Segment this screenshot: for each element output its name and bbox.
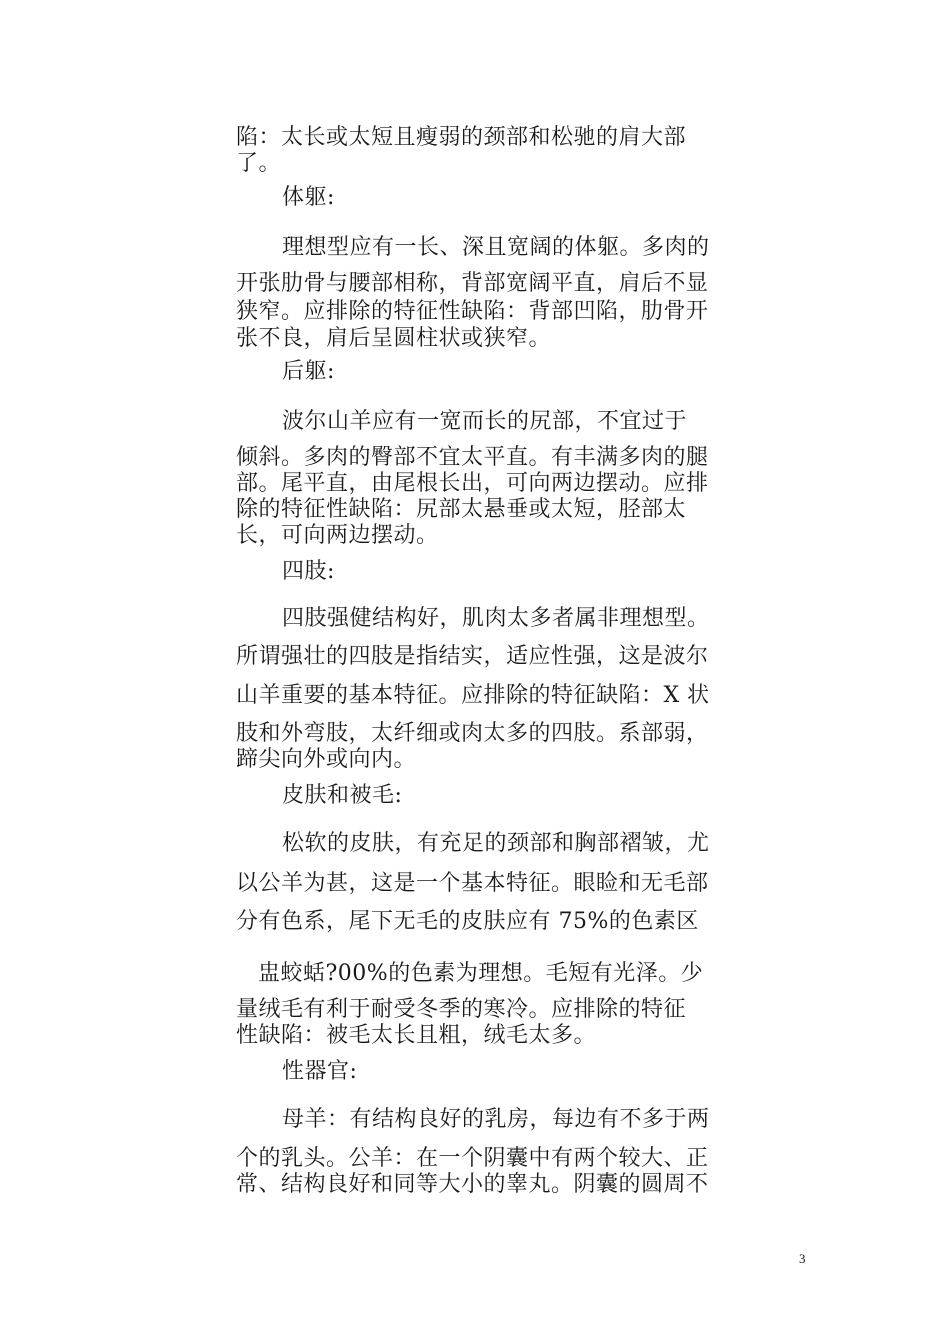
body-text-line: 倾斜。多肉的臀部不宜太平直。有丰满多肉的腿 xyxy=(236,445,709,470)
body-text-line: 开张肋骨与腰部相称，背部宽阔平直，肩后不显 xyxy=(236,271,709,296)
body-text-line: 以公羊为甚，这是一个基本特征。眼睑和无毛部 xyxy=(236,871,709,896)
body-text-line: 性缺陷：被毛太长且粗，绒毛太多。 xyxy=(236,1023,597,1048)
body-text-line: 波尔山羊应有一宽而长的尻部，不宜过于 xyxy=(282,409,688,434)
body-text-line: 了。 xyxy=(236,151,282,176)
section-heading-hindquarters: 后躯: xyxy=(282,359,335,384)
body-text-line: 狭窄。应排除的特征性缺陷：背部凹陷，肋骨开 xyxy=(236,299,709,324)
body-text-line: 个的乳头。公羊：在一个阴囊中有两个较大、正 xyxy=(236,1146,709,1171)
section-heading-reproductive: 性器官: xyxy=(282,1059,358,1084)
body-text-line: 除的特征性缺陷：尻部太悬垂或太短，胫部太 xyxy=(236,497,687,522)
body-text-line: 陷：太长或太短且瘦弱的颈部和松驰的肩大部 xyxy=(236,125,687,150)
body-text-line: 松软的皮肤，有充足的颈部和胸部褶皱，尤 xyxy=(282,831,710,856)
body-text-line: 常、结构良好和同等大小的睾丸。阴囊的圆周不 xyxy=(236,1172,709,1197)
section-heading-body: 体躯: xyxy=(282,185,335,210)
body-text-line: 理想型应有一长、深且宽阔的体躯。多肉的 xyxy=(282,235,710,260)
body-text-line: 长，可向两边摆动。 xyxy=(236,523,439,548)
body-text-line: 所谓强壮的四肢是指结实，适应性强，这是波尔 xyxy=(236,644,709,669)
body-text-line: 肢和外弯肢，太纤细或肉太多的四肢。系部弱， xyxy=(236,721,709,746)
section-heading-limbs: 四肢: xyxy=(282,559,335,584)
page-number: 3 xyxy=(799,1251,806,1266)
section-heading-skin-coat: 皮肤和被毛: xyxy=(282,783,403,808)
body-text-line: 蹄尖向外或向内。 xyxy=(236,747,417,772)
body-text-line: 山羊重要的基本特征。应排除的特征缺陷：X 状 xyxy=(236,683,710,708)
body-text-line: 四肢强健结构好，肌肉太多者属非理想型。 xyxy=(282,606,710,631)
body-text-line: 张不良，肩后呈圆柱状或狭窄。 xyxy=(236,326,552,351)
body-text-line: 分有色系，尾下无毛的皮肤应有 75%的色素区 xyxy=(236,909,699,934)
body-text-line: 母羊：有结构良好的乳房，每边有不多于两 xyxy=(282,1107,710,1132)
body-text-line: 部。尾平直，由尾根长出，可向两边摆动。应排 xyxy=(236,471,709,496)
body-text-line: 量绒毛有利于耐受冬季的寒冷。应排除的特征 xyxy=(236,997,687,1022)
body-text-line: 盅蛟蛞?00%的色素为理想。毛短有光泽。少 xyxy=(258,961,704,986)
